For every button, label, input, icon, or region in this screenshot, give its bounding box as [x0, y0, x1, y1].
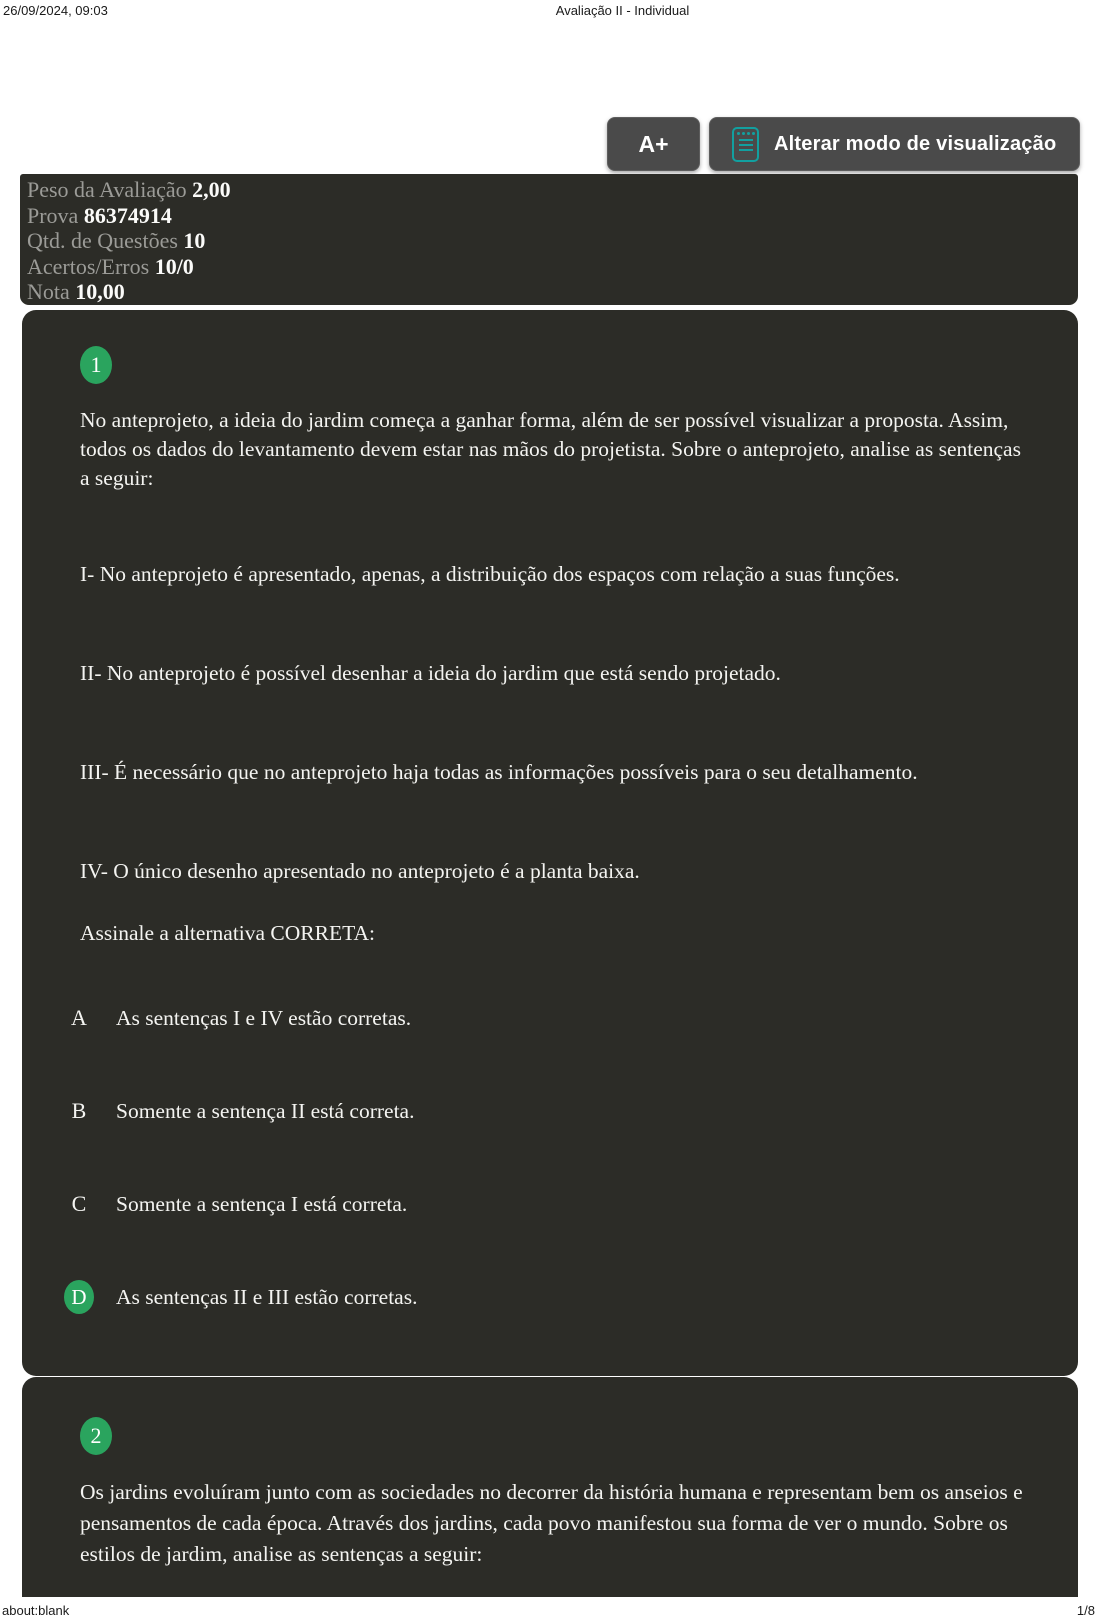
print-header-title: Avaliação II - Individual: [555, 3, 690, 18]
question-1-card: [22, 310, 1078, 1376]
option-c-text: Somente a sentença I está correta.: [116, 1191, 408, 1216]
summary-row-prova: Prova 86374914: [27, 202, 172, 228]
question-2-number-badge: 2: [80, 1417, 112, 1455]
option-b-letter: B: [71, 1098, 87, 1123]
summary-row-acertos: Acertos/Erros 10/0: [27, 253, 194, 279]
question-1-statement-1: I- No anteprojeto é apresentado, apenas, a distribuição dos espaços com relação a suas funções.: [80, 562, 900, 586]
option-a-text: As sentenças I e IV estão corretas.: [116, 1005, 412, 1030]
option-d-selected-badge: D: [64, 1280, 94, 1314]
question-1-statement-2: II- No anteprojeto é possível desenhar a ideia do jardim que está sendo projetado.: [80, 661, 781, 685]
question-1-option-d-selected[interactable]: [62, 1279, 417, 1315]
question-1-text: No anteprojeto, a ideia do jardim começa a ganhar forma, além de ser possível visualizar a proposta. Assim, todos os dados do levantamento devem estar nas mãos do projetista. Sobre o anteprojeto, analise as sentenças a seguir:: [80, 408, 1021, 490]
increase-font-button[interactable]: [607, 117, 700, 171]
summary-value-prova: 86374914: [83, 202, 172, 228]
question-1-option-c[interactable]: [62, 1186, 407, 1222]
question-2-text: Os jardins evoluíram junto com as sociedades no decorrer da história humana e representam bem os anseios e pensamentos de cada época. Através dos jardins, cada povo manifestou sua forma de ver o mundo. Sobre os estilos de jardim, analise as sentenças a seguir:: [80, 1480, 1023, 1566]
option-b-text: Somente a sentença II está correta.: [116, 1098, 415, 1123]
option-d-text: As sentenças II e III estão corretas.: [116, 1284, 418, 1309]
question-1-prompt: Assinale a alternativa CORRETA:: [80, 921, 376, 945]
summary-value-questoes: 10: [183, 228, 206, 253]
question-1-option-a[interactable]: [62, 1000, 411, 1036]
summary-value-nota: 10,00: [75, 279, 125, 304]
summary-row-questoes: Qtd. de Questões 10: [27, 228, 206, 253]
summary-value-peso: 2,00: [192, 177, 231, 202]
option-c-letter: C: [71, 1191, 87, 1216]
question-1-statement-4: IV- O único desenho apresentado no anteprojeto é a planta baixa.: [80, 859, 640, 883]
print-footer-page-number: 1/8: [1076, 1603, 1095, 1618]
print-header-datetime: 26/09/2024, 09:03: [3, 3, 108, 18]
change-view-mode-button[interactable]: [709, 117, 1080, 171]
summary-row-nota: Nota 10,00: [27, 279, 125, 304]
increase-font-label: A+: [638, 130, 669, 157]
summary-row-peso: Peso da Avaliação 2,00: [27, 177, 231, 202]
reader-mode-icon: [732, 127, 759, 162]
change-view-mode-label: Alterar modo de visualização: [774, 132, 1057, 155]
summary-value-acertos: 10/0: [154, 253, 194, 279]
evaluation-summary-panel: [20, 174, 1078, 305]
question-1-option-b[interactable]: [62, 1093, 414, 1129]
question-1-statement-3: III- É necessário que no anteprojeto haja todas as informações possíveis para o seu detalhamento.: [80, 760, 918, 784]
question-1-number-badge: 1: [80, 346, 112, 384]
print-footer-url: about:blank: [2, 1603, 70, 1618]
question-2-card: [22, 1377, 1078, 1597]
option-a-letter: A: [71, 1005, 87, 1030]
